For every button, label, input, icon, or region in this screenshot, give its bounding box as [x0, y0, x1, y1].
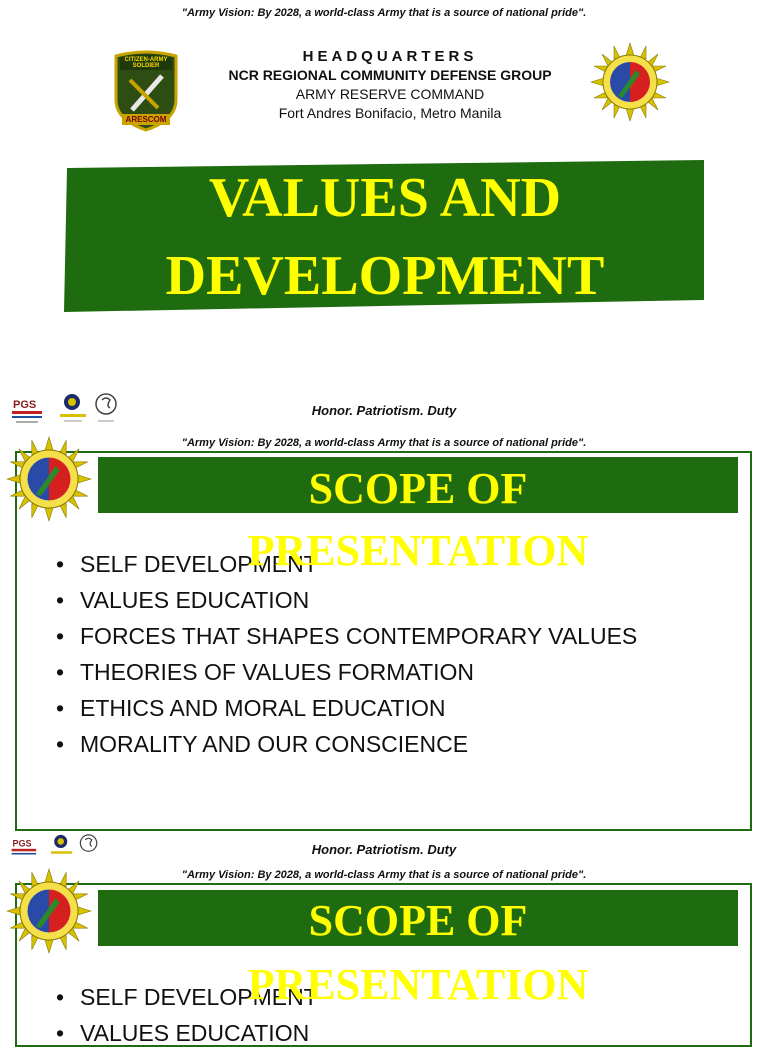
list-item: • ETHICS AND MORAL EDUCATION	[56, 690, 637, 726]
army-vision-text: "Army Vision: By 2028, a world-class Army that is a source of national pride".	[181, 7, 587, 19]
list-item: • VALUES EDUCATION	[56, 582, 637, 618]
footer-motto: Honor. Patriotism. Duty	[311, 842, 457, 857]
arescom-bottom-text: ARESCOM	[125, 115, 167, 124]
svg-text:PGS: PGS	[13, 399, 37, 411]
svg-text:PGS: PGS	[12, 838, 32, 849]
arescom-top-text: CITIZEN-ARMY SOLDIER	[124, 57, 168, 69]
list-item: • THEORIES OF VALUES FORMATION	[56, 654, 637, 690]
slide-title-line1: SCOPE OF	[308, 464, 528, 513]
banner-title-line1: VALUES AND	[208, 167, 562, 229]
slide-title-line2: PRESENTATION	[247, 960, 589, 1009]
army-seal-icon	[590, 42, 670, 122]
headquarters-title: HEADQUARTERS	[302, 48, 478, 65]
slide-title-line1: SCOPE OF	[308, 896, 528, 945]
list-item: • SELF DEVELOPMENT	[56, 979, 318, 1015]
command-name: ARMY RESERVE COMMAND	[295, 86, 485, 102]
location-text: Fort Andres Bonifacio, Metro Manila	[278, 105, 502, 121]
list-item: • SELF DEVELOPMENT	[56, 546, 637, 582]
army-vision-text: "Army Vision: By 2028, a world-class Army that is a source of national pride".	[181, 869, 587, 881]
list-item: • VALUES EDUCATION	[56, 1015, 318, 1051]
banner-title-line2: DEVELOPMENT	[165, 245, 605, 307]
slide-title-line2: PRESENTATION	[247, 526, 589, 575]
army-vision-text: "Army Vision: By 2028, a world-class Army that is a source of national pride".	[181, 437, 587, 449]
list-item: • MORALITY AND OUR CONSCIENCE	[56, 726, 637, 762]
unit-name: NCR REGIONAL COMMUNITY DEFENSE GROUP	[228, 67, 552, 83]
bullet-list	[56, 546, 637, 762]
footer-motto: Honor. Patriotism. Duty	[311, 403, 457, 418]
list-item: • FORCES THAT SHAPES CONTEMPORARY VALUES	[56, 618, 637, 654]
army-seal-icon	[6, 868, 92, 954]
army-seal-icon	[6, 436, 92, 522]
